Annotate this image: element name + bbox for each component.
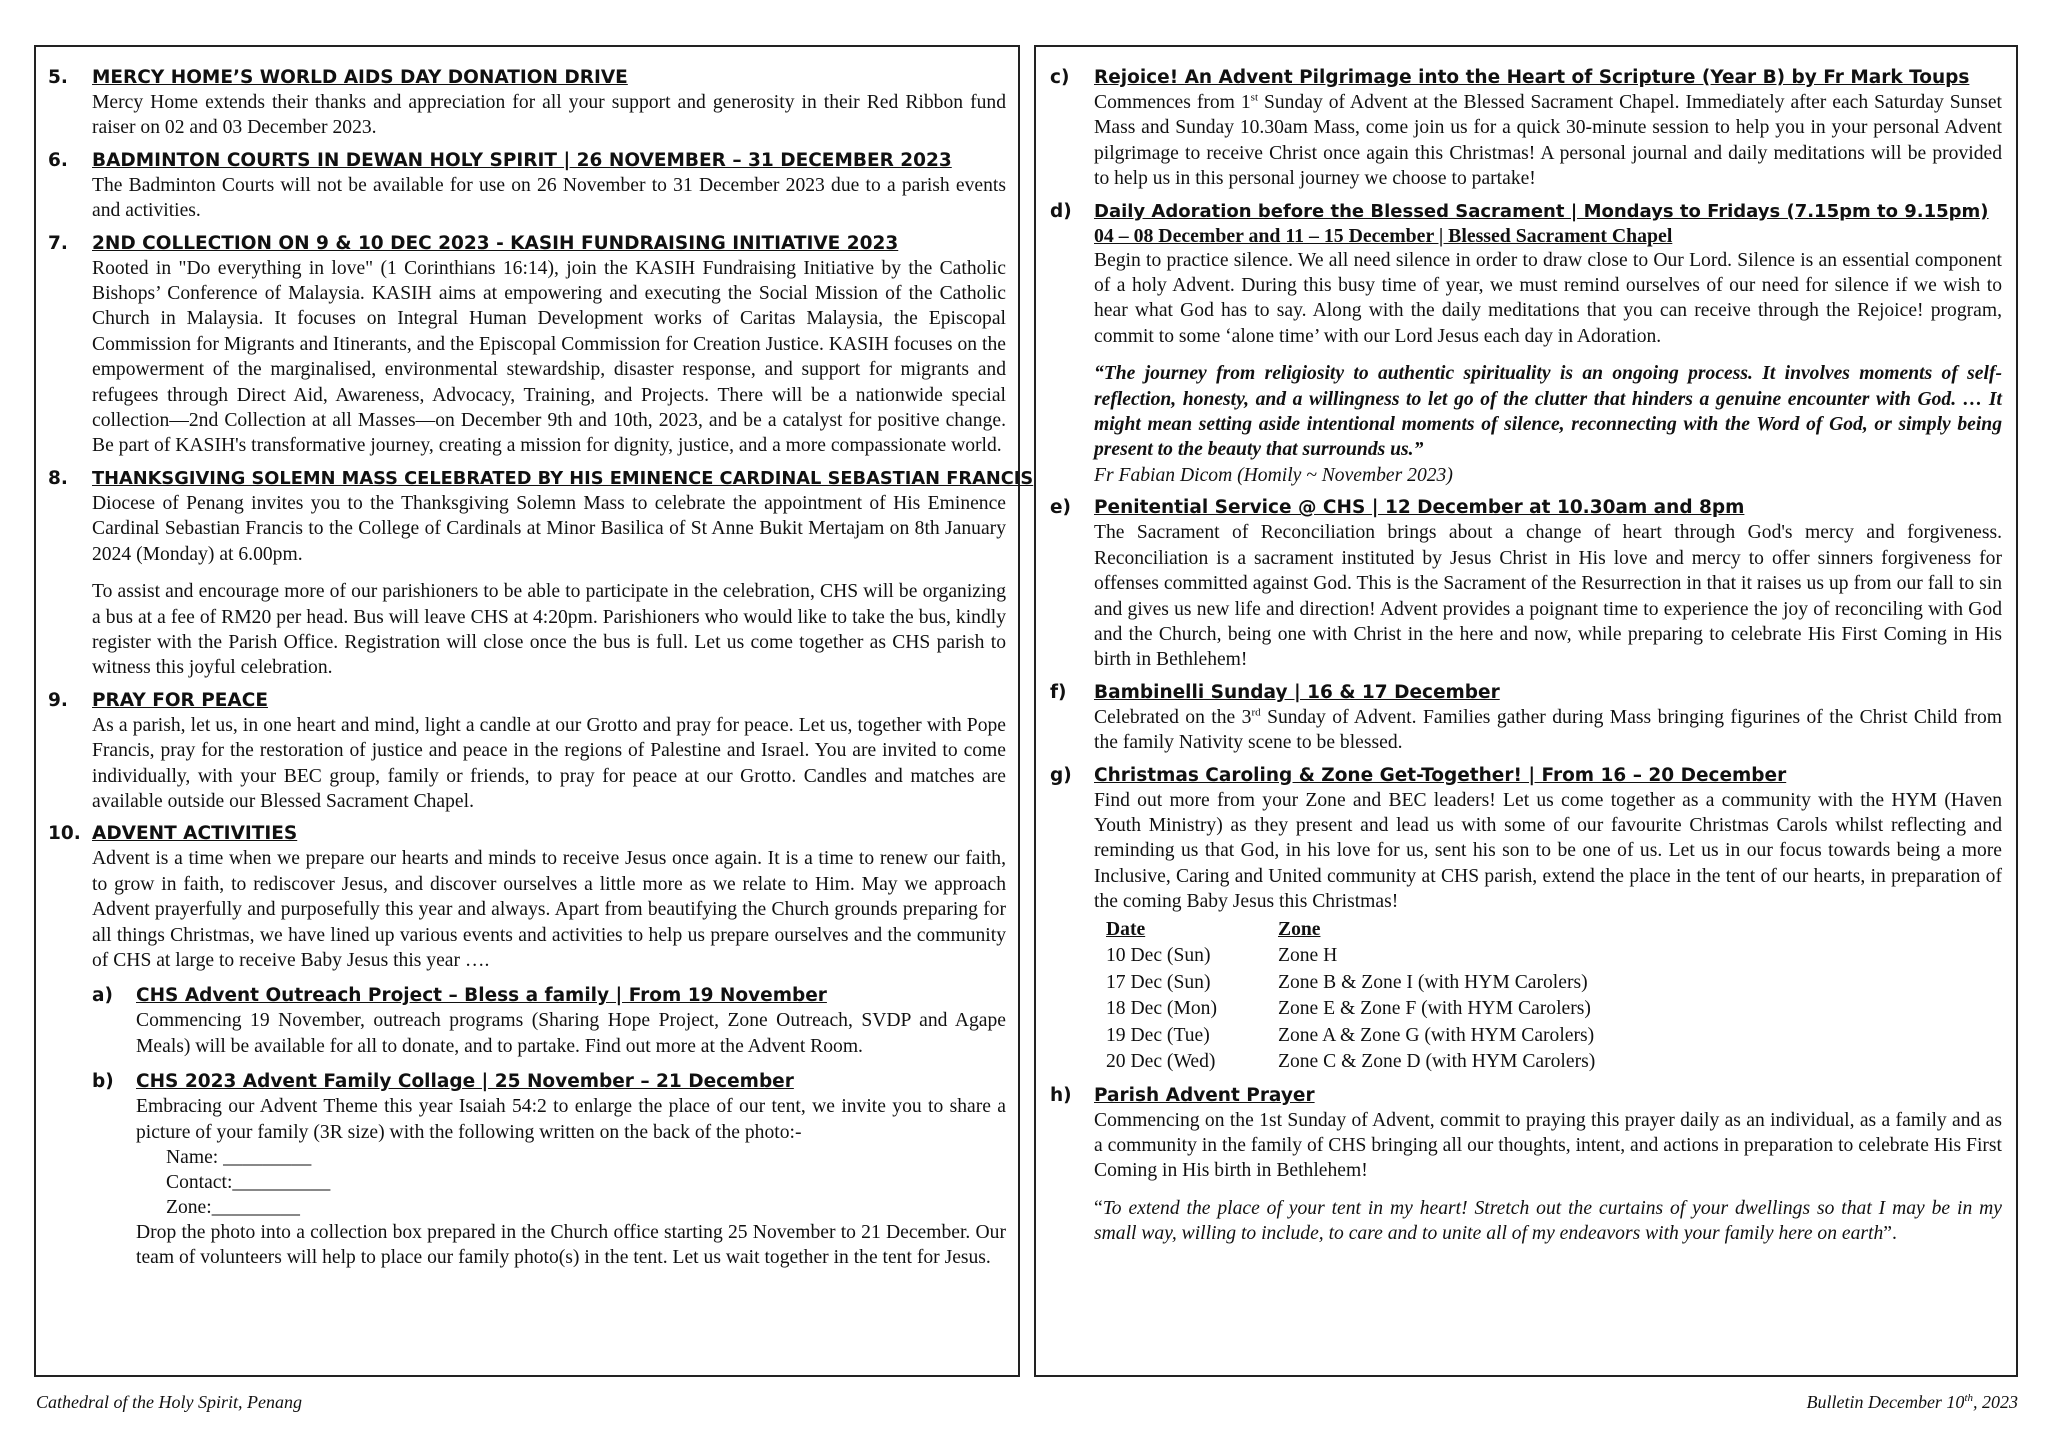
subsection-a [92, 983, 1006, 1059]
table-cell-zone: Zone C & Zone D (with HYM Carolers) [1278, 1051, 1596, 1073]
subsection-title: Penitential Service @ CHS | 12 December at 10.30am and 8pm [1094, 497, 1745, 519]
subsection-letter: f) [1050, 681, 1067, 703]
subsection-title: Rejoice! An Advent Pilgrimage into the Heart of Scripture (Year B) by Fr Mark Toups [1094, 67, 1970, 88]
body-text: Sunday of Advent at the Blessed Sacrament Chapel. Immediately after each Saturday Sunset Mass and Sunday 10.30am Mass, come join us for a quick 30-minute session to help you in your personal Advent pilgrimage to receive Christ once again this Christmas! A personal journal and daily meditations will be provided to help us in this personal journey we choose to partake! [1094, 92, 2003, 190]
subsection-letter: d) [1050, 200, 1072, 222]
section-8 [48, 466, 1034, 681]
quote-mark: ”. [1883, 1223, 1897, 1245]
section-title: BADMINTON COURTS IN DEWAN HOLY SPIRIT | 26 NOVEMBER – 31 DECEMBER 2023 [92, 149, 952, 171]
subsection-body [136, 1094, 1006, 1271]
zone-line: Zone:_________ [166, 1197, 300, 1218]
section-title: 2ND COLLECTION ON 9 & 10 DEC 2023 - KASIH FUNDRAISING INITIATIVE 2023 [92, 232, 899, 254]
table-row [1106, 1049, 1595, 1076]
name-line: Name: _________ [166, 1147, 312, 1168]
paragraph: Find out more from your Zone and BEC leaders! Let us come together as a community with the HYM (Haven Youth Ministry) as they present and lead us with some of our favourite Christmas Carols whilst reflecting and reminding us that God, in his love for us, sent his son to be one of us. Let us in our focus towards being a more Inclusive, Caring and United community at CHS parish, extend the place in the tent of our hearts, in preparation of the coming Baby Jesus this Christmas! [1094, 789, 2002, 913]
table-header-date: Date [1106, 918, 1146, 940]
footer-bulletin-date [1806, 1392, 2018, 1413]
subsection-title: CHS Advent Outreach Project – Bless a family | From 19 November [136, 985, 827, 1007]
paragraph: Commencing on the 1st Sunday of Advent, commit to praying this prayer daily as an individual, as a family and as a community in the family of CHS bringing all our thoughts, intent, and actions in preparation to celebrate His First Coming in His birth in Bethlehem! [1094, 1109, 2002, 1182]
section-body: As a parish, let us, in one heart and mind, light a candle at our Grotto and pray for peace. Let us, together with Pope Francis, pray for the restoration of justice and peace in the regions of Palestine and Israel. You are invited to come individually, with your BEC group, family or friends, to pray for peace at our Grotto. Candles and matches are available outside our Blessed Sacrament Chapel. [92, 714, 1006, 812]
table-cell-date: 18 Dec (Mon) [1106, 998, 1217, 1020]
quote: “The journey from religiosity to authentic spirituality is an ongoing process. It involves moments of self-reflection, honesty, and a willingness to let go of the clutter that hinders a genuine encounter with God. … It might mean setting aside intentional moments of silence, reconnecting with the Word of God, or simply being present to the beauty that surrounds us.” [1094, 363, 2002, 461]
table-cell-zone: Zone A & Zone G (with HYM Carolers) [1278, 1024, 1595, 1046]
right-column [1034, 45, 2018, 1377]
subsection-letter: b) [92, 1071, 114, 1093]
section-6 [48, 148, 1006, 224]
subsection-body [1094, 705, 2002, 756]
table-cell-zone: Zone E & Zone F (with HYM Carolers) [1278, 998, 1591, 1020]
table-cell-date: 17 Dec (Sun) [1106, 971, 1211, 993]
section-number: 5. [48, 67, 68, 88]
subsection-c [1050, 65, 2002, 192]
subsection-letter: g) [1050, 764, 1072, 786]
subsection-g [1050, 763, 2002, 1076]
subsection-body [1094, 90, 2002, 192]
subsection-title: Bambinelli Sunday | 16 & 17 December [1094, 681, 1500, 703]
caroling-schedule-table [1106, 917, 1595, 1076]
subsection-body [1094, 1108, 2002, 1247]
subsection-h [1050, 1083, 2002, 1247]
table-cell-date: 10 Dec (Sun) [1106, 945, 1211, 967]
section-title: MERCY HOME’S WORLD AIDS DAY DONATION DRIVE [92, 67, 628, 88]
prayer-text: To extend the place of your tent in my heart! Stretch out the curtains of your dwellings so that I may be in my small way, willing to include, to care and to unite all of my endeavors with your family here on earth [1094, 1197, 2002, 1245]
subsection-letter: a) [92, 985, 113, 1007]
table-cell-date: 19 Dec (Tue) [1106, 1024, 1210, 1046]
section-7 [48, 231, 1006, 459]
subsection-e [1050, 495, 2002, 672]
subsection-title: Parish Advent Prayer [1094, 1084, 1315, 1106]
subsection-letter: e) [1050, 497, 1072, 519]
subsection-body [1094, 248, 2002, 489]
section-number: 6. [48, 149, 68, 171]
footer-date-text: Bulletin December 10 [1806, 1392, 1965, 1412]
subsection-body: Commencing 19 November, outreach programs (Sharing Hope Project, Zone Outreach, SVDP and Agape Meals) will be available for all to donate, and to partake. Find out more at the Advent Room. [136, 1010, 1006, 1057]
quote-mark: “ [1094, 1197, 1103, 1219]
subsection-b [92, 1069, 1006, 1271]
subsection-letter: h) [1050, 1084, 1072, 1106]
section-body: Rooted in "Do everything in love" (1 Corinthians 16:14), join the KASIH Fundraising Initiative by the Catholic Bishops’ Conference of Malaysia. KASIH aims at empowering and executing the Social Mission of the Catholic Church in Malaysia. It focuses on Integral Human Development works of Caritas Malaysia, the Episcopal Commission for Migrants and Itinerants, and the Episcopal Commission for Creation Justice. KASIH focuses on the empowerment of the marginalised, environmental stewardship, disaster response, and support for migrants and refugees through Direct Aid, Awareness, Advocacy, Training, and Projects. There will be a nationwide special collection—2nd Collection at all Masses—on December 9th and 10th, 2023, and be a catalyst for positive change. Be part of KASIH's transformative journey, creating a mission for dignity, justice, and a more compassionate world. [92, 257, 1006, 457]
table-row [1106, 970, 1595, 997]
section-number: 7. [48, 232, 68, 254]
section-title: PRAY FOR PEACE [92, 689, 268, 711]
section-10 [48, 821, 1006, 1270]
body-text: Celebrated on the 3 [1094, 706, 1252, 728]
body-text: Commences from 1 [1094, 92, 1251, 113]
left-column [34, 45, 1034, 1377]
subsection-f [1050, 680, 2002, 756]
section-title: ADVENT ACTIVITIES [92, 823, 298, 845]
quote-source: Fr Fabian Dicom (Homily ~ November 2023) [1094, 464, 1453, 486]
table-header-row [1106, 917, 1595, 944]
subsection-title: Daily Adoration before the Blessed Sacrament | Mondays to Fridays (7.15pm to 9.15pm) [1094, 200, 1989, 222]
table-header-zone: Zone [1278, 918, 1321, 940]
footer-parish-name: Cathedral of the Holy Spirit, Penang [36, 1392, 302, 1412]
paragraph: Drop the photo into a collection box prepared in the Church office starting 25 November to 21 December. Our team of volunteers will help to place our family photo(s) in the tent. Let us wait together in the tent for Jesus. [136, 1222, 1006, 1269]
subsection-subtitle: 04 – 08 December and 11 – 15 December | Blessed Sacrament Chapel [1094, 224, 1673, 247]
subsection-d [1050, 199, 2002, 489]
section-number: 9. [48, 689, 68, 711]
table-cell-zone: Zone H [1278, 945, 1338, 967]
contact-line: Contact:__________ [166, 1172, 331, 1193]
ordinal-suffix: st [1250, 91, 1259, 104]
ordinal-suffix: th [1964, 1392, 1973, 1404]
subsection-body [1094, 788, 2002, 1076]
table-row [1106, 1023, 1595, 1050]
section-body: Mercy Home extends their thanks and appreciation for all your support and generosity in their Red Ribbon fund raiser on 02 and 03 December 2023. [92, 92, 1006, 139]
paragraph: Embracing our Advent Theme this year Isaiah 54:2 to enlarge the place of our tent, we invite you to share a picture of your family (3R size) with the following written on the back of the photo:- [136, 1096, 1006, 1143]
subsection-body: The Sacrament of Reconciliation brings about a change of heart through God's mercy and forgiveness. Reconciliation is a sacrament instituted by Jesus Christ in His love and mercy to offer sinners forgiveness for offenses committed against God. This is the Sacrament of the Resurrection in that it raises us up from our fall to sin and gives us new life and direction! Advent provides a poignant time to experience the joy of reconciling with God and the Church, being one with Christ in the here and now, while preparing to celebrate His First Coming in His birth in Bethlehem! [1094, 522, 2002, 671]
table-row [1106, 943, 1595, 970]
subsection-title: Christmas Caroling & Zone Get-Together! | From 16 – 20 December [1094, 764, 1787, 786]
table-row [1106, 996, 1595, 1023]
section-body [92, 491, 1006, 681]
table-cell-date: 20 Dec (Wed) [1106, 1051, 1216, 1073]
subsection-letter: c) [1050, 67, 1070, 88]
paragraph: Begin to practice silence. We all need silence in order to draw close to Our Lord. Silence is an essential component of a holy Advent. During this busy time of year, we must remind ourselves of our need for silence if we wish to hear what God has to say. Along with the daily meditations that you can receive through the Rejoice! program, commit to some ‘alone time’ with our Lord Jesus each day in Adoration. [1094, 249, 2002, 347]
prayer [1094, 1196, 2002, 1247]
subsection-title: CHS 2023 Advent Family Collage | 25 November – 21 December [136, 1071, 794, 1093]
paragraph: Diocese of Penang invites you to the Thanksgiving Solemn Mass to celebrate the appointment of His Eminence Cardinal Sebastian Francis to the College of Cardinals at Minor Basilica of St Anne Bukit Mertajam on 8th January 2024 (Monday) at 6.00pm. [92, 492, 1006, 565]
section-5 [48, 65, 1006, 141]
section-body: Advent is a time when we prepare our hearts and minds to receive Jesus once again. It is a time to renew our faith, to grow in faith, to rediscover Jesus, and discover ourselves a little more as we relate to Him. May we approach Advent prayerfully and purposefully this year and always. Apart from beautifying the Church grounds preparing for all things Christmas, we have lined up various events and activities to help us prepare ourselves and the community of CHS at large to receive Baby Jesus this year …. [92, 848, 1006, 971]
paragraph: To assist and encourage more of our parishioners to be able to participate in the celebration, CHS will be organizing a bus at a fee of RM20 per head. Bus will leave CHS at 4:20pm. Parishioners who would like to take the bus, kindly register with the Parish Office. Registration will close once the bus is full. Let us come together as CHS parish to witness this joyful celebration. [92, 581, 1006, 679]
section-9 [48, 688, 1006, 815]
table-cell-zone: Zone B & Zone I (with HYM Carolers) [1278, 971, 1588, 993]
section-title: THANKSGIVING SOLEMN MASS CELEBRATED BY HIS EMINENCE CARDINAL SEBASTIAN FRANCIS [92, 467, 1034, 489]
section-body: The Badminton Courts will not be available for use on 26 November to 31 December 2023 due to a parish events and activities. [92, 174, 1006, 222]
body-text: Sunday of Advent. Families gather during Mass bringing figurines of the Christ Child from the family Nativity scene to be blessed. [1094, 706, 2002, 754]
section-number: 10. [48, 823, 81, 845]
section-number: 8. [48, 467, 68, 489]
footer-date-text: , 2023 [1973, 1392, 2018, 1412]
ordinal-suffix: rd [1251, 706, 1261, 719]
